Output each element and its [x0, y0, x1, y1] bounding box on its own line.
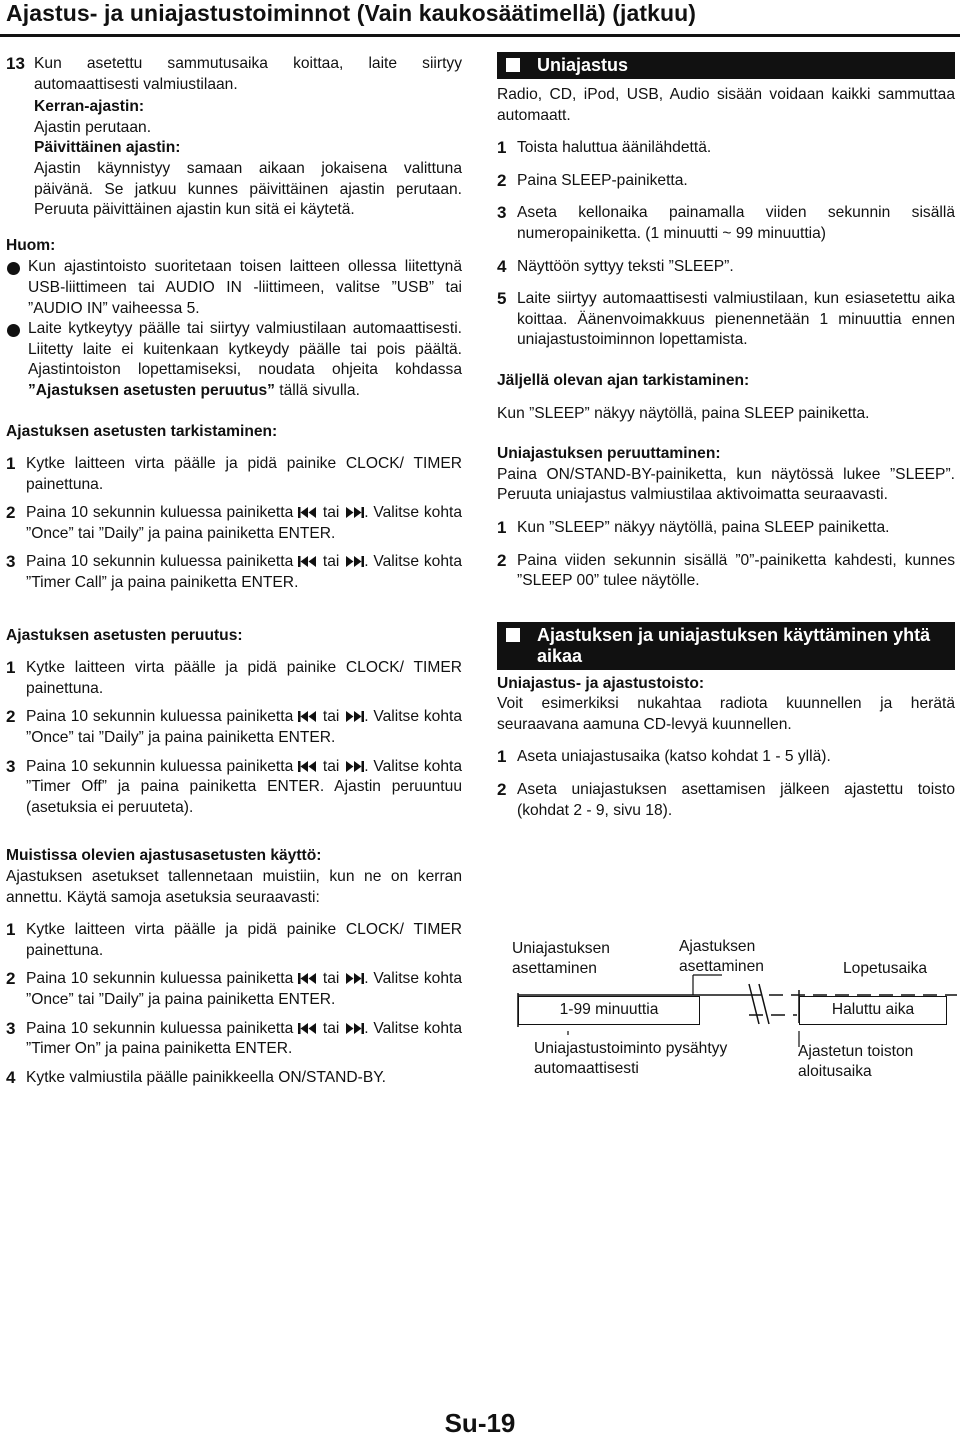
step-text: Kun ”SLEEP” näkyy näytöllä, paina SLEEP painiketta. [517, 518, 890, 536]
step-number: 2 [6, 503, 16, 523]
step-text-a: Paina 10 sekunnin kuluessa painiketta [26, 504, 299, 522]
step-number: 4 [6, 1067, 16, 1087]
step-text-b: tai [318, 970, 345, 988]
step-text-c: . Valitse kohta ”Once” tai ”Daily” ja paina painiketta ENTER. [26, 708, 462, 747]
step-number: 2 [497, 780, 507, 800]
memory-step-4 [6, 1068, 462, 1089]
playback-start-label-line-2: aloitusaika [798, 1063, 872, 1080]
step-number: 3 [497, 203, 507, 223]
sleep-set-label [512, 939, 610, 979]
sleep-step-4 [497, 257, 955, 278]
step-text: Kytke laitteen virta päälle ja pidä painike CLOCK/ TIMER painettuna. [26, 659, 462, 697]
step-text: Näyttöön syttyy teksti ”SLEEP”. [517, 257, 734, 275]
note-section [6, 236, 462, 402]
skip-back-icon [298, 972, 318, 985]
step-text: Kytke laitteen virta päälle ja pidä painike CLOCK/ TIMER painettuna. [26, 921, 462, 959]
check-heading: Ajastuksen asetusten tarkistaminen: [6, 422, 278, 440]
step-text-b: tai [318, 708, 345, 726]
sleep-intro: Radio, CD, iPod, USB, Audio sisään voidaan kaikki sammuttaa automaatt. [497, 86, 955, 124]
sleep-step-5 [497, 289, 955, 351]
step-text: Laite siirtyy automaattisesti valmiustilaan, kun esiasetettu aika koittaa. Äänenvoimakkuus pienennetään 1 minuuttia ennen uniajastustoiminnon lopettamista. [517, 290, 955, 349]
step-number: 2 [6, 969, 16, 989]
sleep-timer-banner-label: Uniajastus [537, 55, 629, 75]
sleep-cancel-step-2 [497, 551, 955, 592]
remaining-time-heading: Jäljellä olevan ajan tarkistaminen: [497, 371, 750, 389]
end-time-label: Lopetusaika [843, 960, 928, 977]
step-text-c: . Valitse kohta ”Timer Off” ja paina painiketta ENTER. Ajastin peruuntuu (asetuksia ei peruuteta). [26, 757, 462, 816]
step-number: 1 [6, 920, 16, 940]
step-number: 3 [6, 552, 16, 572]
playback-start-label [798, 1042, 913, 1082]
combined-timer-banner [497, 622, 955, 670]
skip-forward-icon [344, 555, 364, 568]
step-number: 1 [6, 658, 16, 678]
step-text-a: Paina 10 sekunnin kuluessa painiketta [26, 757, 299, 775]
step-text-a: Paina 10 sekunnin kuluessa painiketta [26, 553, 299, 571]
check-step-2 [6, 503, 462, 544]
skip-forward-icon [344, 1022, 364, 1035]
combined-timer-banner-label: Ajastuksen ja uniajastuksen käyttäminen yhtä aikaa [537, 624, 931, 666]
step-number: 1 [497, 747, 507, 767]
right-column [497, 52, 955, 821]
check-section [6, 422, 462, 594]
skip-back-icon [298, 760, 318, 773]
combined-intro: Voit esimerkiksi nukahtaa radiota kuunnellen ja herätä seuraavana aamuna CD-levyä kuunnellen. [497, 695, 955, 733]
step-number: 4 [497, 256, 507, 276]
page-title: Ajastus- ja uniajastustoiminnot (Vain kaukosäätimellä) (jatkuu) [6, 0, 697, 26]
step-number: 2 [497, 550, 507, 570]
memory-step-2 [6, 969, 462, 1010]
skip-back-icon [298, 506, 318, 519]
section-square-icon [506, 58, 520, 72]
check-step-1 [6, 454, 462, 495]
memory-step-1 [6, 920, 462, 961]
step-number: 1 [6, 454, 16, 474]
skip-back-icon [298, 1022, 318, 1035]
combined-heading: Uniajastus- ja ajastustoisto: [497, 674, 705, 692]
sleep-cancel-text: Paina ON/STAND-BY-painiketta, kun näytössä lukee ”SLEEP”. Peruuta uniajastus valmiustilaa aktivoimatta seuraavasti. [497, 465, 955, 504]
playback-start-label-line-1: Ajastetun toiston [798, 1043, 914, 1060]
daily-timer-heading: Päivittäinen ajastin: [34, 139, 181, 157]
sleep-cancel-step-1 [497, 518, 955, 539]
note-heading: Huom: [6, 236, 56, 254]
cancel-heading: Ajastuksen asetusten peruutus: [6, 626, 243, 644]
note-bullet-2 [6, 319, 462, 401]
step-text: Paina SLEEP-painiketta. [517, 171, 688, 189]
step-number: 1 [497, 517, 507, 537]
once-timer-heading: Kerran-ajastin: [34, 98, 145, 116]
note-bullet-2-reference: ”Ajastuksen asetusten peruutus” [28, 381, 275, 399]
step-number: 3 [6, 1018, 16, 1038]
memory-intro: Ajastuksen asetukset tallennetaan muistiin, kun ne on kerran annettu. Käytä samoja asetuksia seuraavasti: [6, 868, 462, 906]
note-bullet-2-text-a: Laite kytkeytyy päälle tai siirtyy valmiustilaan automaattisesti. Liitetty laite ei kuitenkaan kytkeydy päälle tai pois päältä. Ajastintoiston lopettamiseksi, noudata ohjeita kohdassa [28, 320, 462, 379]
step-text-a: Paina 10 sekunnin kuluessa painiketta [26, 1019, 299, 1037]
remaining-time-text: Kun ”SLEEP” näkyy näytöllä, paina SLEEP painiketta. [497, 404, 870, 422]
step-text: Aseta uniajastuksen asettamisen jälkeen ajastettu toisto (kohdat 2 - 9, sivu 18). [517, 781, 955, 819]
step-text-b: tai [318, 504, 345, 522]
combined-step-1 [497, 747, 955, 768]
sleep-set-label-line-1: Uniajastuksen [512, 940, 610, 957]
cancel-step-1 [6, 658, 462, 699]
step-number: 1 [497, 138, 507, 158]
sleep-step-1 [497, 138, 955, 159]
skip-back-icon [298, 710, 318, 723]
skip-forward-icon [344, 506, 364, 519]
skip-forward-icon [344, 710, 364, 723]
note-bullet-2-text-c: tällä sivulla. [274, 381, 360, 399]
step-text: Kytke valmiustila päälle painikkeella ON/STAND-BY. [26, 1068, 386, 1086]
step-text-b: tai [318, 1019, 345, 1037]
page-number: Su-19 [444, 1408, 516, 1438]
once-timer-text: Ajastin perutaan. [34, 118, 152, 136]
left-column [6, 54, 462, 1088]
timer-set-label-line-1: Ajastuksen [679, 938, 756, 955]
step-text: Paina viiden sekunnin sisällä ”0”-painiketta kahdesti, kunnes ”SLEEP 00” tulee näytölle. [517, 551, 955, 590]
item-13-number: 13 [6, 54, 25, 73]
sleep-stop-label-line-2: automaattisesti [534, 1060, 639, 1077]
check-step-3 [6, 552, 462, 593]
skip-forward-icon [344, 760, 364, 773]
sleep-step-2 [497, 171, 955, 192]
step-number: 2 [497, 170, 507, 190]
step-text-c: . Valitse kohta ”Once” tai ”Daily” ja paina painiketta ENTER. [26, 970, 462, 1008]
step-text-b: tai [318, 553, 345, 571]
sleep-step-3 [497, 203, 955, 244]
step-text: Toista haluttua äänilähdettä. [517, 139, 712, 157]
daily-timer-text: Ajastin käynnistyy samaan aikaan jokaisena valittuna päivänä. Se jatkuu kunnes päivittäinen ajastin perutaan. Peruuta päivittäinen ajastin kun sitä ei käytetä. [34, 159, 462, 219]
timer-set-label-line-2: asettaminen [679, 958, 764, 975]
combined-step-2 [497, 780, 955, 821]
sleep-set-label-line-2: asettaminen [512, 960, 597, 977]
desired-time-box: Haluttu aika [799, 996, 947, 1025]
step-number: 3 [6, 756, 16, 776]
sleep-timer-banner [497, 52, 955, 79]
step-text: Aseta kellonaika painamalla viiden sekunnin sisällä numeropainiketta. (1 minuutti ~ 99 minuuttia) [517, 204, 955, 242]
timer-set-label [679, 937, 764, 977]
cancel-step-2 [6, 707, 462, 748]
step-text-a: Paina 10 sekunnin kuluessa painiketta [26, 708, 299, 726]
step-text-c: . Valitse kohta ”Once” tai ”Daily” ja paina painiketta ENTER. [26, 504, 462, 542]
step-text-b: tai [318, 757, 345, 775]
step-text: Aseta uniajastusaika (katso kohdat 1 - 5 yllä). [517, 748, 831, 766]
bullet-dot-icon [7, 262, 20, 275]
timeline-diagram [497, 935, 957, 1095]
title-rule [0, 34, 960, 37]
memory-heading: Muistissa olevien ajastusasetusten käyttö: [6, 847, 322, 865]
step-number: 5 [497, 289, 507, 309]
memory-section [6, 846, 462, 1088]
section-square-icon [506, 628, 520, 642]
item-13 [6, 54, 462, 221]
note-bullet-1-text: Kun ajastintoisto suoritetaan toisen laitteen ollessa liitettynä USB-liittimeen tai AUDIO IN -liittimeen, valitse ”USB” tai ”AUDIO IN” vaiheessa 5. [28, 258, 462, 317]
skip-forward-icon [344, 972, 364, 985]
memory-step-3 [6, 1019, 462, 1060]
step-text-c: . Valitse kohta ”Timer On” ja paina painiketta ENTER. [26, 1019, 462, 1058]
cancel-section [6, 626, 462, 819]
bullet-dot-icon [7, 324, 20, 337]
skip-back-icon [298, 555, 318, 568]
sleep-stop-label-line-1: Uniajastustoiminto pysähtyy [534, 1040, 728, 1057]
sleep-cancel-heading: Uniajastuksen peruuttaminen: [497, 445, 721, 463]
sleep-duration-box: 1-99 minuuttia [518, 996, 700, 1025]
note-bullet-1 [6, 257, 462, 319]
item-13-text: Kun asetettu sammutusaika koittaa, laite siirtyy automaattisesti valmiustilaan. [34, 55, 462, 93]
step-text: Kytke laitteen virta päälle ja pidä painike CLOCK/ TIMER painettuna. [26, 455, 462, 493]
step-text-a: Paina 10 sekunnin kuluessa painiketta [26, 970, 299, 988]
sleep-stop-label [534, 1039, 727, 1079]
cancel-step-3 [6, 757, 462, 819]
step-text-c: . Valitse kohta ”Timer Call” ja paina painiketta ENTER. [26, 553, 462, 592]
step-number: 2 [6, 707, 16, 727]
